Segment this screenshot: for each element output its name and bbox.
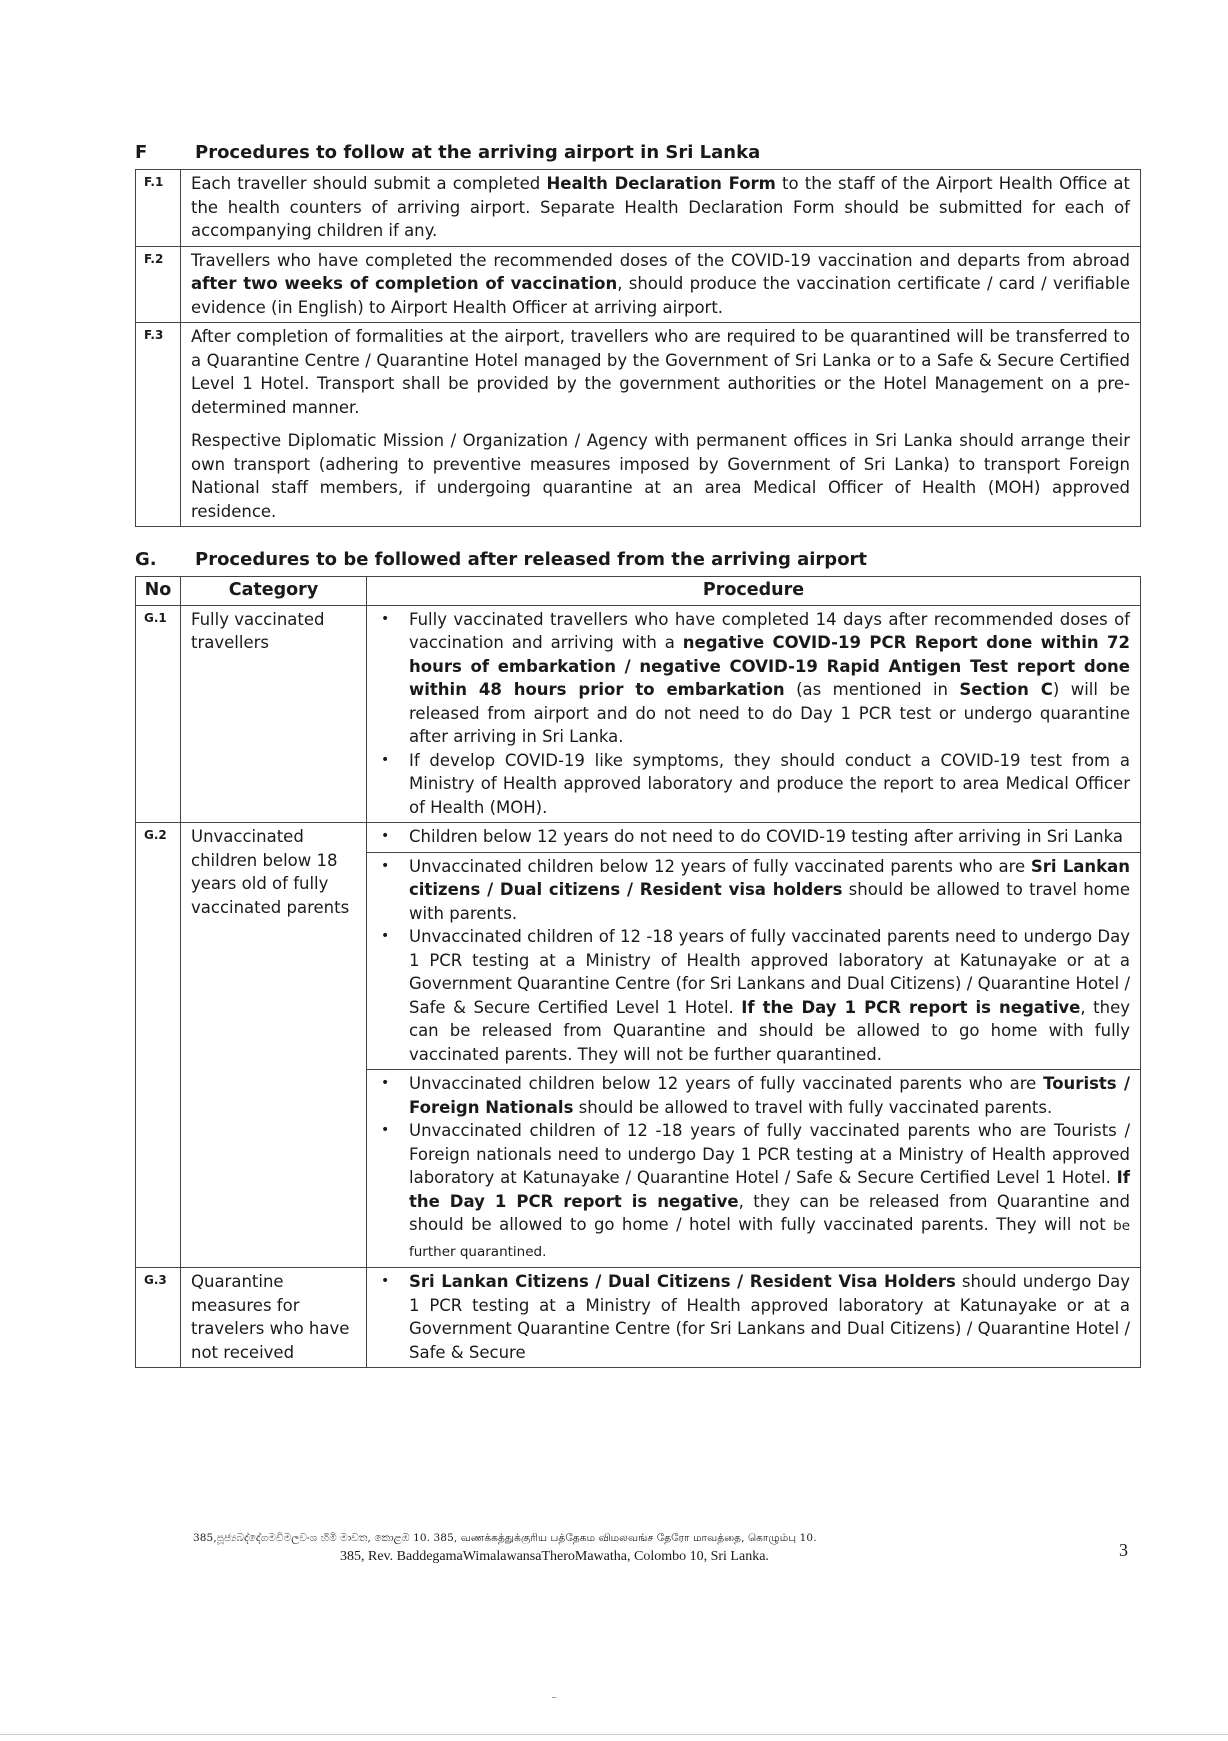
row-number: F.2 [136,246,181,323]
row-text: After completion of formalities at the airport, travellers who are required to be quarantined will be transferred to a Quarantine Centre / Quarantine Hotel managed by the Government of Sri Lanka or to a Safe & Secure Certified Level 1 Hotel. Transport shall be provided by the government authorities or the Hotel Management on a pre-determined manner. Respective Diplomatic Mission / Organization / Agency with permanent offices in Sri Lanka should arrange their own transport (adhering to preventive measures imposed by Government of Sri Lanka) to transport Foreign National staff members, if undergoing quarantine at an area Medical Officer of Health (MOH) approved residence. [181,323,1141,527]
section-f-table [135,169,1141,527]
list-item: • Unvaccinated children of 12 -18 years of fully vaccinated parents need to undergo Day 1 PCR testing at a Ministry of Health approved laboratory at Katunayake or at a Government Quarantine Centre (for Sri Lankans and Dual Citizens) / Quarantine Hotel / Safe & Secure Certified Level 1 Hotel. If the Day 1 PCR report is negative, they can be released from Quarantine and should be allowed to go home with fully vaccinated parents. They will not be further quarantined. [377,925,1130,1066]
list-item: • Unvaccinated children below 12 years of fully vaccinated parents who are Sri Lankan citizens / Dual citizens / Resident visa holders should be allowed to travel home with parents. [377,855,1130,926]
list-item: • Children below 12 years do not need to do COVID-19 testing after arriving in Sri Lanka [377,825,1130,849]
row-category: Fully vaccinated travellers [181,605,367,823]
row-procedure [367,852,1141,1070]
section-f-letter: F [135,142,148,163]
footer [190,1532,1140,1565]
page-edge-line [0,1734,1228,1735]
table-row [136,170,1141,247]
row-number: G.3 [136,1268,181,1368]
section-g-table [135,576,1141,1368]
row-category: Quarantine measures for travelers who have not received [181,1268,367,1368]
footer-address-english: 385, Rev. BaddegamaWimalawansaTheroMawatha, Colombo 10, Sri Lanka. [340,1549,769,1564]
procedure-list [377,1270,1130,1364]
procedure-list [377,855,1130,1067]
header-procedure: Procedure [367,577,1141,606]
procedure-list [377,825,1130,849]
footer-address-local: 385,පූජ්‍යබද්දේගමවිමලවංශ හිමි මාවත, කොළඹ 10. 385, வணக்கத்துக்குரிய பத்தேகம விமலவங்ச தேரோ மாவத்தை, கொழும்பு 10. [193,1532,817,1544]
row-number: G.1 [136,605,181,823]
row-number: G.2 [136,823,181,1268]
table-row [136,605,1141,823]
row-procedure [367,823,1141,853]
row-procedure [367,605,1141,823]
procedure-list [377,1072,1130,1264]
header-no: No [136,577,181,606]
row-number: F.3 [136,323,181,527]
header-category: Category [181,577,367,606]
row-text: Each traveller should submit a completed Health Declaration Form to the staff of the Airport Health Office at the health counters of arriving airport. Separate Health Declaration Form should be submitted for each of accompanying children if any. [181,170,1141,247]
scan-mark [552,1697,556,1698]
section-g-letter: G. [135,549,157,570]
list-item: • Unvaccinated children of 12 -18 years of fully vaccinated parents who are Tourists / Foreign nationals need to undergo Day 1 PCR testing at a Ministry of Health approved laboratory at Katunayake / Quarantine Hotel / Safe & Secure Certified Level 1 Hotel. If the Day 1 PCR report is negative, they can be released from Quarantine and should be allowed to go home / hotel with fully vaccinated parents. They will not be further quarantined. [377,1119,1130,1264]
list-item: • If develop COVID-19 like symptoms, they should conduct a COVID-19 test from a Ministry of Health approved laboratory and produce the report to area Medical Officer of Health (MOH). [377,749,1130,820]
document-page [135,142,1141,1368]
row-procedure [367,1070,1141,1268]
table-row [136,1268,1141,1368]
table-header-row [136,577,1141,606]
row-category: Unvaccinated children below 18 years old of fully vaccinated parents [181,823,367,1268]
page-number: 3 [1119,1540,1128,1560]
table-row [136,823,1141,853]
row-procedure [367,1268,1141,1368]
row-text: Travellers who have completed the recommended doses of the COVID-19 vaccination and departs from abroad after two weeks of completion of vaccination, should produce the vaccination certificate / card / verifiable evidence (in English) to Airport Health Officer at arriving airport. [181,246,1141,323]
list-item: • Sri Lankan Citizens / Dual Citizens / Resident Visa Holders should undergo Day 1 PCR testing at a Ministry of Health approved laboratory at Katunayake or at a Government Quarantine Centre (for Sri Lankans and Dual Citizens) / Quarantine Hotel / Safe & Secure [377,1270,1130,1364]
section-g-title: Procedures to be followed after released from the arriving airport [195,549,868,570]
list-item: • Fully vaccinated travellers who have completed 14 days after recommended doses of vaccination and arriving with a negative COVID-19 PCR Report done within 72 hours of embarkation / negative COVID-19 Rapid Antigen Test report done within 48 hours prior to embarkation (as mentioned in Section C) will be released from airport and do not need to do Day 1 PCR test or undergo quarantine after arriving in Sri Lanka. [377,608,1130,749]
section-f-heading [135,142,1141,163]
procedure-list [377,608,1130,820]
list-item: • Unvaccinated children below 12 years of fully vaccinated parents who are Tourists / Foreign Nationals should be allowed to travel with fully vaccinated parents. [377,1072,1130,1119]
table-row [136,323,1141,527]
section-g-heading [135,549,1141,570]
row-number: F.1 [136,170,181,247]
table-row [136,246,1141,323]
section-f-title: Procedures to follow at the arriving airport in Sri Lanka [195,142,761,163]
